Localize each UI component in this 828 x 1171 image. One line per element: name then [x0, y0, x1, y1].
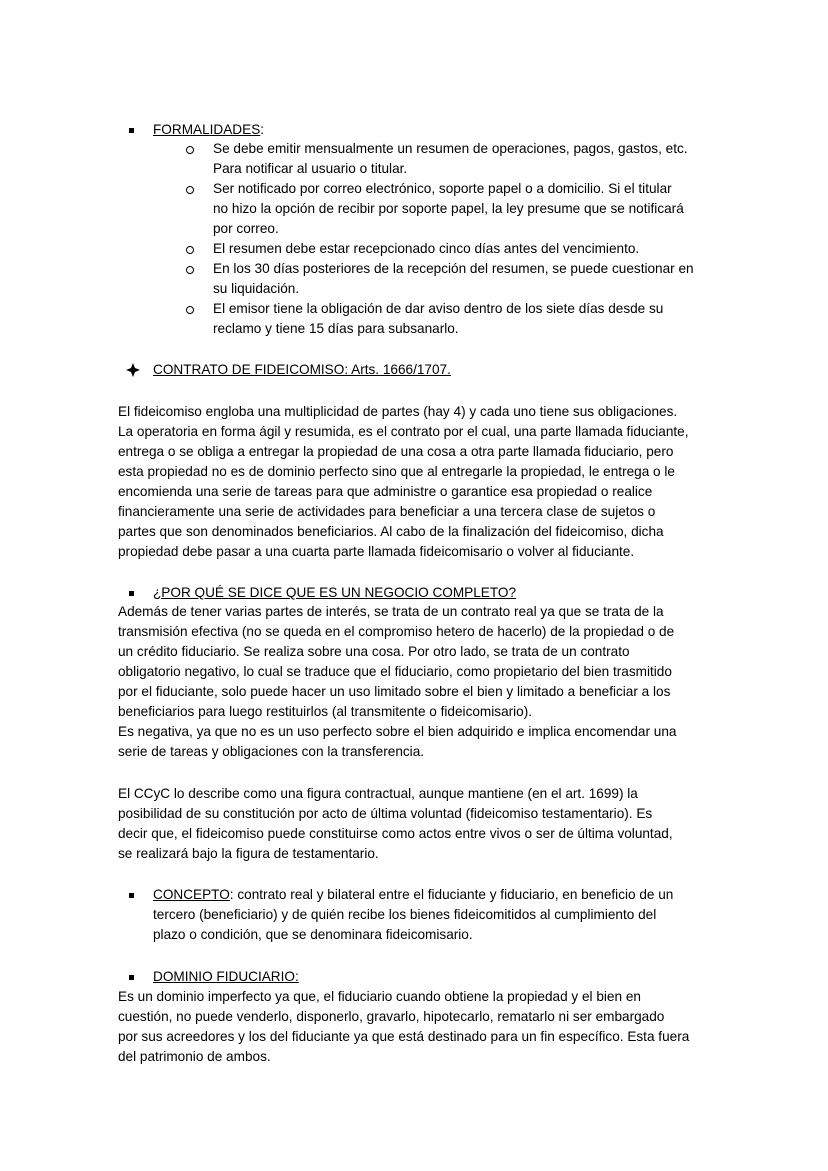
negocio-heading: ¿POR QUÉ SE DICE QUE ES UN NEGOCIO COMPLETO? [153, 585, 517, 600]
square-bullet-icon [129, 128, 134, 133]
formalidades-heading: FORMALIDADES: [153, 122, 265, 137]
square-bullet-icon [129, 893, 134, 898]
concepto-line-2: tercero (beneficiario) y de quién recibe los bienes fideicomitidos al cumplimiento del [153, 907, 657, 922]
contrato-paragraph-line: propiedad debe pasar a una cuarta parte llamada fideicomisario o volver al fiduciante. [118, 544, 635, 559]
dominio-paragraph-line: cuestión, no puede venderlo, disponerlo, gravarlo, hipotecarlo, rematarlo ni ser embargado [118, 1009, 665, 1024]
contrato-paragraph-line: La operatoria en forma ágil y resumida, es el contrato por el cual, una parte llamada fiduciante, [118, 424, 689, 439]
negocio-paragraph-line: transmisión efectiva (no se queda en el compromiso hetero de hacerlo) de la propiedad o de [118, 624, 675, 639]
dominio-paragraph-line: del patrimonio de ambos. [118, 1049, 271, 1064]
negocio-paragraph-line: beneficiarios para luego restituirlos (al transmitente o fideicomisario). [118, 704, 533, 719]
concepto-line-1: CONCEPTO: contrato real y bilateral entre el fiduciante y fiduciario, en beneficio de un [153, 887, 674, 902]
circle-bullet-icon [186, 246, 194, 254]
contrato-heading: CONTRATO DE FIDEICOMISO: Arts. 1666/1707. [153, 362, 451, 377]
concepto-line-3: plazo o condición, que se denominara fideicomisario. [153, 927, 473, 942]
formalidades-item-3: El resumen debe estar recepcionado cinco días antes del vencimiento. [213, 241, 640, 256]
negocio-paragraph-line: Además de tener varias partes de interés, se trata de un contrato real ya que se trata de la [118, 604, 664, 619]
contrato-paragraph-line: encomienda una serie de tareas para que administre o garantice esa propiedad o realice [118, 484, 653, 499]
dominio-paragraph-line: por sus acreedores y los del fiduciante ya que está destinado para un fin específico. Esta fuera [118, 1029, 690, 1044]
formalidades-item-5-cont: reclamo y tiene 15 días para subsanarlo. [213, 321, 459, 336]
circle-bullet-icon [186, 266, 194, 274]
negocio-paragraph-line: un crédito fiduciario. Se realiza sobre una cosa. Por otro lado, se trata de un contrato [118, 644, 630, 659]
contrato-paragraph-line: financieramente una serie de actividades para beneficiar a una tercera clase de sujetos o [118, 504, 656, 519]
circle-bullet-icon [186, 186, 194, 194]
dominio-heading: DOMINIO FIDUCIARIO: [153, 969, 299, 984]
diamond-bullet-icon [126, 363, 140, 377]
formalidades-item-4: En los 30 días posteriores de la recepción del resumen, se puede cuestionar en [213, 261, 694, 276]
formalidades-item-1-cont: Para notificar al usuario o titular. [213, 161, 408, 176]
contrato-paragraph-line: esta propiedad no es de dominio perfecto sino que al entregarle la propiedad, le entrega o le [118, 464, 675, 479]
ccyc-paragraph-line: El CCyC lo describe como una figura contractual, aunque mantiene (en el art. 1699) la [118, 786, 638, 801]
contrato-paragraph-line: entrega o se obliga a entregar la propiedad de una cosa a otra parte llamada fiduciario, pero [118, 444, 674, 459]
negocio-paragraph-line: obligatorio negativo, lo cual se traduce que el fiduciario, como propietario del bien trasmitido [118, 664, 672, 679]
formalidades-item-5: El emisor tiene la obligación de dar aviso dentro de los siete días desde su [213, 301, 664, 316]
square-bullet-icon [129, 975, 134, 980]
ccyc-paragraph-line: decir que, el fideicomiso puede constituirse como actos entre vivos o ser de última voluntad, [118, 826, 673, 841]
formalidades-item-1: Se debe emitir mensualmente un resumen de operaciones, pagos, gastos, etc. [213, 141, 688, 156]
contrato-paragraph-line: El fideicomiso engloba una multiplicidad de partes (hay 4) y cada uno tiene sus obligaciones. [118, 404, 678, 419]
formalidades-item-2-cont: no hizo la opción de recibir por soporte papel, la ley presume que se notificará [213, 201, 684, 216]
formalidades-item-4-cont: su liquidación. [213, 281, 300, 296]
ccyc-paragraph-line: posibilidad de su constitución por acto de última voluntad (fideicomiso testamentario). Es [118, 806, 653, 821]
dominio-paragraph-line: Es un dominio imperfecto ya que, el fiduciario cuando obtiene la propiedad y el bien en [118, 989, 641, 1004]
circle-bullet-icon [186, 146, 194, 154]
ccyc-paragraph-line: se realizará bajo la figura de testamentario. [118, 846, 379, 861]
formalidades-item-2: Ser notificado por correo electrónico, soporte papel o a domicilio. Si el titular [213, 181, 672, 196]
square-bullet-icon [129, 591, 134, 596]
negocio-paragraph-line: serie de tareas y obligaciones con la transferencia. [118, 744, 425, 759]
concepto-heading: CONCEPTO [153, 887, 230, 902]
formalidades-item-2-cont: por correo. [213, 221, 279, 236]
negocio-paragraph-line: por el fiduciante, solo puede hacer un uso limitado sobre el bien y limitado a beneficiar a los [118, 684, 671, 699]
contrato-paragraph-line: partes que son denominados beneficiarios. Al cabo de la finalización del fideicomiso, dicha [118, 524, 664, 539]
negocio-paragraph-line: Es negativa, ya que no es un uso perfecto sobre el bien adquirido e implica encomendar una [118, 724, 677, 739]
circle-bullet-icon [186, 306, 194, 314]
